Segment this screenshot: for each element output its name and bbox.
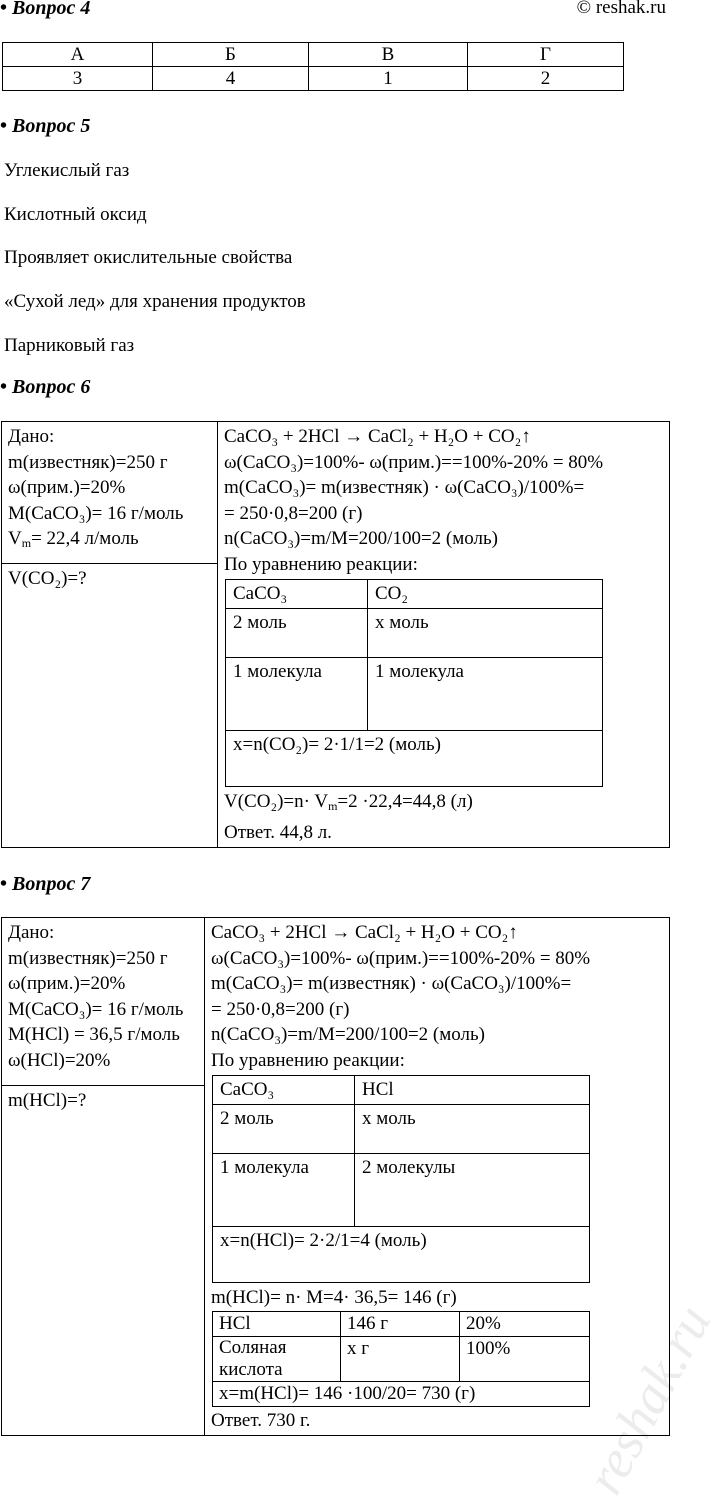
table-cell: Соляная кислота [213,1336,341,1381]
given-line: m(известняк)=250 г [8,947,168,969]
table-cell: x моль [355,1105,590,1154]
given-line: Дано: [8,922,55,943]
solution-cell [218,422,670,848]
solution-line: n(CaCO₃)=m/M=200/100=2 (моль) [211,1024,485,1045]
solution-line: = 250·0,8=200 (г) [211,998,350,1020]
value-cell: 1 [309,67,468,91]
header-cell: В [309,43,468,67]
solution-table-q7 [1,917,670,1436]
site-watermark: © reshak.ru [576,0,666,18]
result-cell: x=m(HCl)= 146 ·100/20= 730 (г) [213,1381,590,1406]
mass-line: m(HCl)= n· M=4· 36,5= 146 (г) [211,1287,457,1308]
answer-line: Углекислый газ [4,160,130,181]
table-cell: HCl [355,1076,590,1105]
solution-line: n(CaCO₃)=m/M=200/100=2 (моль) [224,528,498,549]
given-line: ω(HCl)=20% [8,1049,111,1071]
table-cell: HCl [213,1311,341,1336]
question-5-heading: • Вопрос 5 [0,115,91,137]
given-line: M(HCl) = 36,5 г/моль [8,1024,180,1045]
solution-line: = 250·0,8=200 (г) [224,502,363,524]
equation-line: CaCO₃ + 2HCl → CaCl₂ + H₂O + CO₂↑ [211,922,518,943]
solution-line: m(CaCO₃)= m(известняк) · ω(CaCO₃)/100%= [211,973,572,994]
result-cell: x=n(HCl)= 2·2/1=4 (моль) [213,1227,590,1283]
given-line: m(известняк)=250 г [8,451,168,473]
table-cell: 2 моль [226,609,368,658]
given-line: Дано: [8,426,55,447]
answer-line: Ответ. 730 г. [211,1409,311,1431]
table-cell: x г [341,1336,460,1381]
given-line: ω(прим.)=20% [8,973,126,994]
find-cell [2,564,218,848]
equation-line: CaCO₃ + 2HCl → CaCl₂ + H₂O + CO₂↑ [224,426,531,447]
final-line: $V(CO_2)=n\cdot V_m=2 \cdot 22,4=44,8$ (л) [224,791,473,813]
given-line: M(CaCO₃)= 16 г/моль [8,998,184,1020]
proportion-table [212,1075,590,1283]
value-cell: 2 [468,67,624,91]
solution-line: m(CaCO₃)= m(известняк) · ω(CaCO₃)/100%= [224,477,585,498]
table-cell: 100% [460,1336,590,1381]
table-cell: CaCO₃ [213,1076,355,1105]
header-cell: Б [153,43,309,67]
find-line: V(CO₂)=? [8,568,87,589]
find-cell [2,1086,205,1436]
table-cell: 146 г [341,1311,460,1336]
given-line: ω(прим.)=20% [8,477,126,498]
answer-line: Парниковый газ [4,335,135,356]
header-cell: А [3,43,153,67]
answer-line: Проявляет окислительные свойства [4,247,293,268]
table-cell: x моль [368,609,603,658]
given-cell [2,422,218,564]
percent-table [212,1311,590,1407]
result-cell: x=n(CO₂)= 2·1/1=2 (моль) [226,731,603,787]
table-cell: 1 молекула [368,658,603,731]
table-cell: 1 молекула [226,658,368,731]
find-line: m(HCl)=? [8,1090,87,1111]
solution-line: По уравнению реакции: [211,1049,405,1071]
given-cell [2,918,205,1086]
given-line: M(CaCO₃)= 16 г/моль [8,502,184,524]
question-7-heading: • Вопрос 7 [0,873,91,895]
proportion-table [225,579,603,787]
answer-line: Ответ. 44,8 л. [224,821,332,843]
given-line: $V_m= 22,4$ л/моль [8,528,139,550]
table-cell: CaCO₃ [226,580,368,609]
value-cell: 3 [3,67,153,91]
answer-line: Кислотный оксид [4,204,147,225]
header-cell: Г [468,43,624,67]
answer-line: «Сухой лед» для хранения продуктов [4,291,306,312]
table-cell: 1 молекула [213,1154,355,1227]
question-4-heading: • Вопрос 4 [0,0,91,19]
solution-table-q6 [1,421,670,848]
solution-line: ω(CaCO₃)=100%- ω(прим.)==100%-20% = 80% [224,451,604,473]
table-cell: 2 моль [213,1105,355,1154]
answer-table-q4 [2,42,624,91]
table-cell: 2 молекулы [355,1154,590,1227]
solution-line: По уравнению реакции: [224,553,418,575]
solution-cell [205,918,670,1436]
table-cell: 20% [460,1311,590,1336]
value-cell: 4 [153,67,309,91]
table-cell: CO₂ [368,580,603,609]
solution-line: ω(CaCO₃)=100%- ω(прим.)==100%-20% = 80% [211,947,591,969]
background-watermark: reshak.ru [573,1295,722,1504]
question-6-heading: • Вопрос 6 [0,376,91,398]
